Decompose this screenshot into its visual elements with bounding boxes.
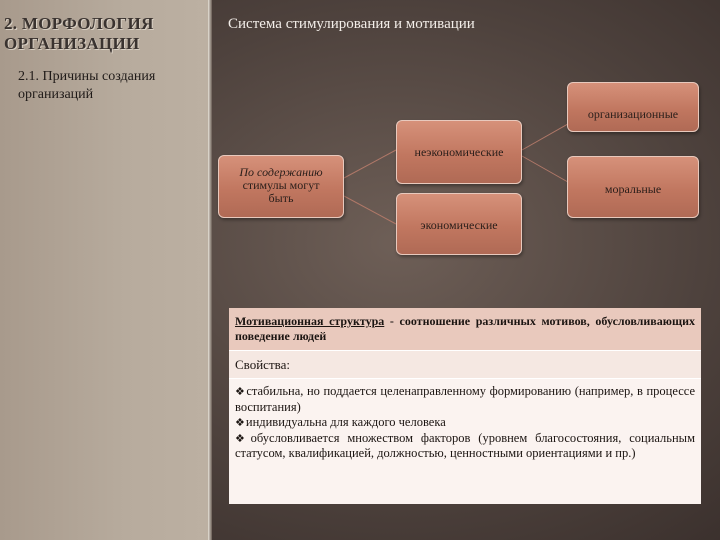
property-item-2	[235, 415, 695, 431]
connector-content-economic	[344, 196, 396, 224]
diamond-bullet-icon: ❖	[235, 416, 245, 429]
property-item-3	[235, 431, 695, 462]
sidebar-divider	[208, 0, 212, 540]
economic-label: экономические	[420, 218, 498, 232]
properties-heading: Свойства:	[229, 350, 701, 378]
noneconomic-stimuli-box	[396, 120, 522, 184]
economic-stimuli-box	[396, 193, 522, 255]
section-title: 2. МОРФОЛОГИЯ ОРГАНИЗАЦИИ	[4, 14, 154, 53]
property-item-1	[235, 384, 695, 415]
content-box-line-1: По содержанию	[239, 165, 323, 179]
organizational-stimuli-box	[567, 82, 699, 132]
property-text-2: индивидуальна для каждого человека	[245, 415, 446, 429]
content-box-line-3: быть	[268, 191, 294, 205]
moral-stimuli-box	[567, 156, 699, 218]
definition-box	[229, 308, 701, 350]
definition-term: Мотивационная структура	[235, 314, 385, 328]
slide-title: Система стимулирования и мотивации	[228, 16, 475, 32]
connector-content-noneconomic	[344, 150, 396, 178]
content-box-line-2: стимулы могут	[242, 178, 320, 192]
subsection-title: 2.1. Причины создания организаций	[18, 69, 156, 102]
definition-text: - соотношение различных мотивов, обусловливающих поведение людей	[235, 314, 696, 343]
properties-list	[229, 378, 701, 504]
moral-label: моральные	[604, 182, 662, 196]
stimuli-by-content-box	[218, 155, 344, 218]
property-text-3: обусловливается множеством факторов (уровнем благосостояния, социальным статусом, квалификацией, должностью, ценностными ориентациями и пр.)	[235, 430, 695, 460]
property-text-1: стабильна, но поддается целенаправленному формированию (например, в процессе воспитания)	[235, 384, 695, 414]
diamond-bullet-icon: ❖	[235, 385, 246, 398]
diamond-bullet-icon: ❖	[235, 431, 250, 445]
organizational-label: организационные	[587, 107, 679, 121]
noneconomic-label: неэкономические	[414, 145, 504, 159]
